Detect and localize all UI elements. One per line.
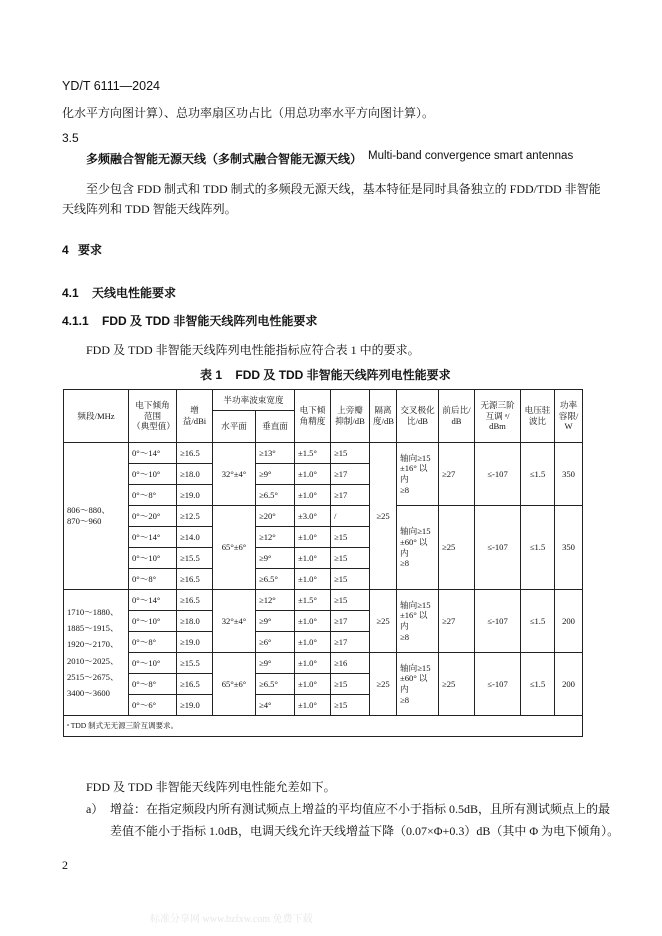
sidelobe-cell: ≥16 — [331, 653, 370, 674]
hpbw-h-cell: 65°±6° — [213, 653, 256, 716]
table-row — [64, 506, 583, 527]
header-front-back: 前后比/ dB — [439, 390, 475, 443]
header-isolation: 隔离 度/dB — [370, 390, 397, 443]
table-row — [64, 653, 583, 674]
gain-cell: ≥16.5 — [177, 443, 213, 464]
pim-cell: ≤-107 — [475, 443, 521, 506]
tolerance-intro: FDD 及 TDD 非智能天线阵列电性能允差如下。 — [86, 780, 336, 794]
gain-cell: ≥12.5 — [177, 506, 213, 527]
power-cell: 350 — [555, 506, 583, 590]
table-row — [64, 443, 583, 464]
pim-cell: ≤-107 — [475, 506, 521, 590]
sidelobe-cell: ≥15 — [331, 674, 370, 695]
item-a-line-1: 增益：在指定频段内所有测试频点上增益的平均值应不小于指标 0.5dB，且所有测试频点上的最 — [110, 802, 611, 816]
table-caption-number: 表 1 — [200, 368, 223, 382]
tilt-cell: 0°～14° — [129, 527, 177, 548]
isolation-cell: ≥25 — [370, 653, 397, 716]
tilt-accuracy-cell: ±1.0° — [295, 527, 331, 548]
hpbw-v-cell: ≥6.5° — [256, 485, 295, 506]
hpbw-v-cell: ≥13° — [256, 443, 295, 464]
table-reference-paragraph: FDD 及 TDD 非智能天线阵列电性能指标应符合表 1 中的要求。 — [86, 343, 420, 357]
header-power: 功率 容限/ W — [555, 390, 583, 443]
gain-cell: ≥16.5 — [177, 674, 213, 695]
hpbw-v-cell: ≥20° — [256, 506, 295, 527]
item-a-line-2: 差值不能小于指标 1.0dB，电调天线允许天线增益下降（0.07×Φ+0.3）dB（其中 Φ 为电下倾角）。 — [110, 824, 620, 838]
hpbw-v-cell: ≥9° — [256, 464, 295, 485]
gain-cell: ≥18.0 — [177, 464, 213, 485]
tilt-accuracy-cell: ±1.0° — [295, 485, 331, 506]
tilt-accuracy-cell: ±1.0° — [295, 569, 331, 590]
header-tilt-range: 电下倾角 范围 （典型值） — [129, 390, 177, 443]
tilt-cell: 0°～8° — [129, 485, 177, 506]
section-4-1-title: 天线电性能要求 — [92, 286, 177, 300]
xpd-cell: 轴向≥15 ±16° 以内 ≥8 — [397, 590, 439, 653]
tilt-cell: 0°～10° — [129, 464, 177, 485]
header-gain: 增益/dBi — [177, 390, 213, 443]
section-3-5-term-en: Multi-band convergence smart antennas — [368, 150, 574, 162]
sidelobe-cell: ≥15 — [331, 527, 370, 548]
header-hpbw: 半功率波束宽度 — [213, 390, 295, 411]
header-sidelobe: 上旁瓣 抑制/dB — [331, 390, 370, 443]
sidelobe-cell: ≥15 — [331, 443, 370, 464]
front-back-cell: ≥27 — [439, 590, 475, 653]
gain-cell: ≥14.0 — [177, 527, 213, 548]
gain-cell: ≥18.0 — [177, 611, 213, 632]
tilt-cell: 0°～8° — [129, 674, 177, 695]
front-back-cell: ≥25 — [439, 653, 475, 716]
hpbw-v-cell: ≥6.5° — [256, 569, 295, 590]
power-cell: 200 — [555, 590, 583, 653]
tilt-cell: 0°～10° — [129, 611, 177, 632]
hpbw-v-cell: ≥6° — [256, 632, 295, 653]
section-4-1-heading — [62, 284, 176, 301]
sidelobe-cell: ≥17 — [331, 464, 370, 485]
header-tilt-accuracy: 电下倾 角精度 — [295, 390, 331, 443]
vswr-cell: ≤1.5 — [521, 590, 555, 653]
gain-cell: ≥19.0 — [177, 485, 213, 506]
tilt-cell: 0°～10° — [129, 548, 177, 569]
sidelobe-cell: ≥15 — [331, 569, 370, 590]
vswr-cell: ≤1.5 — [521, 443, 555, 506]
section-4-number: 4 — [62, 243, 69, 257]
front-back-cell: ≥27 — [439, 443, 475, 506]
tilt-accuracy-cell: ±1.0° — [295, 695, 331, 716]
power-cell: 200 — [555, 653, 583, 716]
gain-cell: ≥16.5 — [177, 590, 213, 611]
table-footnote: ᵃ TDD 制式无无源三阶互调要求。 — [64, 716, 583, 737]
section-4-1-1-number: 4.1.1 — [62, 314, 89, 328]
tilt-accuracy-cell: ±1.0° — [295, 611, 331, 632]
section-3-5-term-cn: 多频融合智能无源天线（多制式融合智能无源天线） — [86, 152, 363, 166]
tilt-accuracy-cell: ±1.0° — [295, 632, 331, 653]
hpbw-v-cell: ≥9° — [256, 611, 295, 632]
sidelobe-cell: / — [331, 506, 370, 527]
gain-cell: ≥15.5 — [177, 548, 213, 569]
section-4-title: 要求 — [78, 243, 103, 257]
hpbw-v-cell: ≥6.5° — [256, 674, 295, 695]
pim-cell: ≤-107 — [475, 590, 521, 653]
gain-cell: ≥15.5 — [177, 653, 213, 674]
section-4-heading — [62, 241, 102, 258]
table-caption — [200, 366, 451, 383]
hpbw-v-cell: ≥9° — [256, 548, 295, 569]
table-caption-title: FDD 及 TDD 非智能天线阵列电性能要求 — [235, 368, 451, 382]
tilt-cell: 0°～20° — [129, 506, 177, 527]
tilt-accuracy-cell: ±1.0° — [295, 653, 331, 674]
xpd-cell: 轴向≥15 ±60° 以内 ≥8 — [397, 506, 439, 590]
sidelobe-cell: ≥17 — [331, 485, 370, 506]
header-pim: 无源三阶 互调 ᵃ/ dBm — [475, 390, 521, 443]
header-hpbw-horizontal: 水平面 — [213, 411, 256, 443]
tilt-cell: 0°～14° — [129, 590, 177, 611]
vswr-cell: ≤1.5 — [521, 653, 555, 716]
front-back-cell: ≥25 — [439, 506, 475, 590]
definition-line-1: 至少包含 FDD 制式和 TDD 制式的多频段无源天线，基本特征是同时具备独立的 FDD/TDD 非智能 — [86, 182, 601, 196]
hpbw-v-cell: ≥4° — [256, 695, 295, 716]
page-number: 2 — [62, 858, 68, 872]
band-cell-low: 806～880、 870～960 — [64, 443, 129, 590]
tilt-accuracy-cell: ±1.0° — [295, 464, 331, 485]
sidelobe-cell: ≥15 — [331, 590, 370, 611]
hpbw-h-cell: 65°±6° — [213, 506, 256, 590]
hpbw-h-cell: 32°±4° — [213, 443, 256, 506]
hpbw-v-cell: ≥12° — [256, 527, 295, 548]
band-cell-high: 1710～1880、 1885～1915、 1920～2170、 2010～2025、 2515～2675、 3400～3600 — [64, 590, 129, 716]
table-row — [64, 590, 583, 611]
watermark: 标准分享网 www.bzfxw.com 免费下载 — [150, 914, 313, 925]
tilt-cell: 0°～14° — [129, 443, 177, 464]
sidelobe-cell: ≥15 — [331, 548, 370, 569]
vswr-cell: ≤1.5 — [521, 506, 555, 590]
section-4-1-1-heading — [62, 312, 317, 329]
hpbw-v-cell: ≥9° — [256, 653, 295, 674]
hpbw-h-cell: 32°±4° — [213, 590, 256, 653]
header-band: 频段/MHz — [64, 390, 129, 443]
tilt-cell: 0°～8° — [129, 569, 177, 590]
standard-id: YD/T 6111—2024 — [62, 79, 160, 93]
isolation-cell: ≥25 — [370, 443, 397, 590]
sidelobe-cell: ≥15 — [331, 695, 370, 716]
section-4-1-1-title: FDD 及 TDD 非智能天线阵列电性能要求 — [102, 314, 318, 328]
spec-table — [63, 389, 583, 737]
tilt-cell: 0°～10° — [129, 653, 177, 674]
tilt-cell: 0°～8° — [129, 632, 177, 653]
tilt-accuracy-cell: ±1.5° — [295, 590, 331, 611]
header-vswr: 电压驻 波比 — [521, 390, 555, 443]
header-hpbw-vertical: 垂直面 — [256, 411, 295, 443]
isolation-cell: ≥25 — [370, 590, 397, 653]
item-a-label: a） — [86, 802, 104, 816]
xpd-cell: 轴向≥15 ±60° 以内 ≥8 — [397, 653, 439, 716]
intro-line: 化水平方向图计算）、总功率扇区功占比（用总功率水平方向图计算）。 — [62, 106, 435, 120]
tilt-accuracy-cell: ±1.5° — [295, 443, 331, 464]
gain-cell: ≥19.0 — [177, 632, 213, 653]
tilt-accuracy-cell: ±3.0° — [295, 506, 331, 527]
sidelobe-cell: ≥17 — [331, 632, 370, 653]
definition-line-2: 天线阵列和 TDD 智能天线阵列。 — [62, 202, 237, 216]
section-3-5-number: 3.5 — [62, 131, 79, 145]
tilt-accuracy-cell: ±1.0° — [295, 548, 331, 569]
section-4-1-number: 4.1 — [62, 286, 79, 300]
tilt-cell: 0°～6° — [129, 695, 177, 716]
sidelobe-cell: ≥17 — [331, 611, 370, 632]
gain-cell: ≥16.5 — [177, 569, 213, 590]
gain-cell: ≥19.0 — [177, 695, 213, 716]
pim-cell: ≤-107 — [475, 653, 521, 716]
tilt-accuracy-cell: ±1.0° — [295, 674, 331, 695]
power-cell: 350 — [555, 443, 583, 506]
xpd-cell: 轴向≥15 ±16° 以内 ≥8 — [397, 443, 439, 506]
header-xpd: 交叉极化 比/dB — [397, 390, 439, 443]
hpbw-v-cell: ≥12° — [256, 590, 295, 611]
